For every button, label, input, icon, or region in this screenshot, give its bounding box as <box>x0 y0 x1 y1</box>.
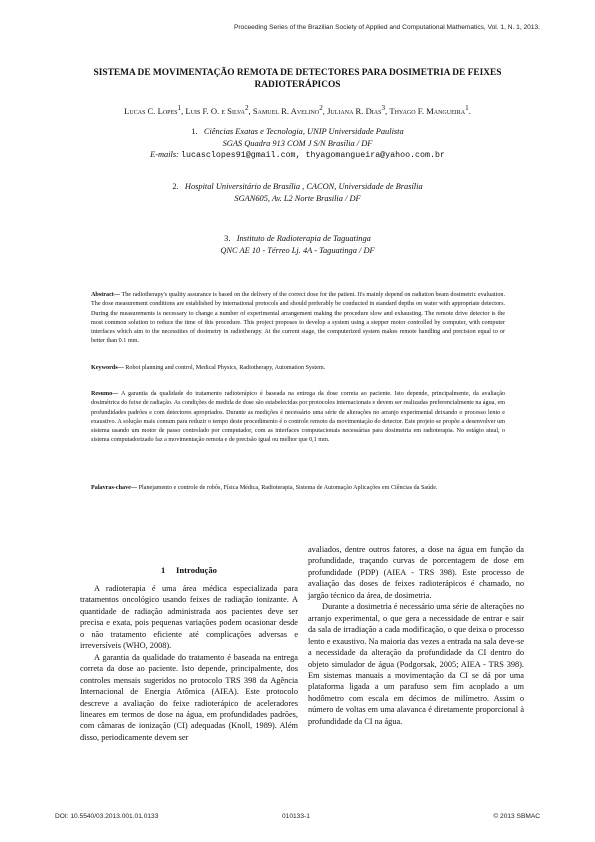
affiliation-1 <box>60 126 535 162</box>
palavras-chave <box>91 484 505 493</box>
author-name: Juliana R. Dias <box>327 105 382 116</box>
paragraph: avaliados, dentre outros fatores, a dose na água em função da profundidade, traçando curvas de porcentagem de dose em profundidade (PDP) (AIEA - TRS 398). Este processo de avaliação das doses de feixes radioterápicos é chamado, no jargão técnico da área, de dosimetria. <box>308 545 524 600</box>
abstract <box>91 291 505 347</box>
title-line-2: RADIOTERÁPICOS <box>254 80 341 90</box>
author-list: Lucas C. Lopes$^1$, Luis F. O. e Silva$^2$, Samuel R. Avelino$^2$, Juliana R. Dias$^3$, Thyago F. Mangueira$^1$. <box>124 104 471 116</box>
footer-doi: DOI: 10.5540/03.2013.001.01.0133 <box>55 813 159 820</box>
author-affiliation-mark: 3 <box>381 104 386 112</box>
abstract-label: Abstract— <box>91 292 120 298</box>
affiliation-number: 2. <box>172 182 179 191</box>
affiliation-address: QNC AE 10 - Térreo Lj. 4A - Taguatinga / DF <box>220 245 375 255</box>
author-affiliation-mark: 2 <box>244 104 249 112</box>
affiliation-address: SGAN605, Av. L2 Norte Brasilia / DF <box>234 193 361 203</box>
affiliation-3 <box>60 233 535 256</box>
title-line-1: SISTEMA DE MOVIMENTAÇÃO REMOTA DE DETECTORES PARA DOSIMETRIA DE FEIXES <box>93 68 502 78</box>
resumo-label: Resumo— <box>91 391 119 397</box>
running-head: Proceeding Series of the Brazilian Society of Applied and Computational Mathematics, Vol. 1, N. 1, 2013. <box>233 24 540 31</box>
author-name: Thyago F. Mangueira <box>389 105 466 116</box>
affiliation-institution: Hospital Universitário de Brasília , CACON, Universidade de Brasília <box>184 182 423 191</box>
footer-copyright: © 2013 SBMAC <box>493 813 540 820</box>
resumo <box>91 390 505 446</box>
footer-page-id: 010133-1 <box>282 813 310 820</box>
abstract-text: The radiotherapy's quality assurance is based on the delivery of the correct dose for the patient. It's mainly depend on radiation beam dosimetric evaluation. The dose measurement conditions are established by international protocols and should preferably be conducted in standard depths on water with appropriate detectors. During the measurements is necessary to change a number of experimental arrangement making the procedure slow and exhausting. The remote drive detector is the most common solution to reduce the time of this procedure. This project proposes to develop a system using a stepper motor controlled by computer, with computer interfaces which aim to the necessities of dosimetry in radiotherapy. At the current stage, the computerized system makes remote handling and precision equal to or better than 0.1 mm. <box>91 292 505 345</box>
affiliation-2 <box>60 181 535 204</box>
right-column <box>308 544 524 727</box>
author-affiliation-mark: 2 <box>319 104 323 112</box>
email-label: E-mails: <box>150 150 179 159</box>
palavras-chave-text: Planejamento e controle de robôs, Física Médica, Radioterapia, Sistema de Automação Aplicações em Ciências da Saúde. <box>138 485 438 491</box>
keywords-label: Keywords— <box>91 365 124 371</box>
author-name: Samuel R. Avelino <box>252 105 320 116</box>
affiliation-institution: Instituto de Radioterapia de Taguatinga <box>236 234 371 243</box>
affiliation-institution: Ciências Exatas e Tecnologia, UNIP Universidade Paulista <box>203 127 404 136</box>
resumo-text: A garantia da qualidade do tratamento radioterápico é baseada na entrega da dose correta ao paciente. Isto depende, principalmente, da avaliação dosimétrica do feixe de radiação. As condições de medida de dose são estabelecidas por protocolos internacionais e devem ser realizadas preferencialmente na água, em profundidades padrões e com detectores apropriados. Durante as medições é necessário uma série de alterações no arranjo experimental deixando o processo lento e exaustivo. A solução mais comum para reduzir o tempo deste procedimento é o controle remoto da movimentação do detector. Este projeto se propõe a desenvolver um sistema usando um motor de passo controlado por computador, com as interfaces computacionais necessárias para dosimetria em radioterapia. No estágio atual, o sistema computadorizado faz a movimentação remota e de precisão igual ou melhor que 0,1 mm. <box>91 391 505 444</box>
email-addresses: lucasclopes91@gmail.com, thyagomangueira@yahoo.com.br <box>181 151 445 160</box>
affiliation-number: 1. <box>191 127 198 136</box>
paragraph: Durante a dosimetria é necessário uma série de alterações no arranjo experimental, o que gera a necessidade de entrar e sair da sala de irradiação a cada modificação, o que deixa o processo lento e exaustivo. Na maioria das vezes a entrada na sala deve-se a necessidade da alteração da profundidade da CI dentro do objeto simulador de água (Podgorsak, 2005; AIEA - TRS 398). Em sistemas manuais a movimentação da CI se dá por uma plataforma ligada a um parafuso sem fim acoplado a um hodômetro com escala em décimos de milímetro. Assim o número de voltas em uma alavanca é diretamente proporcional à profundidade da CI na água. <box>308 602 524 726</box>
author-name: Lucas C. Lopes <box>124 105 178 116</box>
affiliation-address: SGAS Quadra 913 COM J S/N Brasília / DF <box>222 138 373 148</box>
left-column <box>80 583 298 743</box>
author-name: Luis F. O. e Silva <box>185 105 245 116</box>
keywords <box>91 364 505 373</box>
paper-title <box>60 67 535 91</box>
keywords-text: Robot planning and control, Medical Physics, Radiotherapy, Automation System. <box>125 365 326 371</box>
author-affiliation-mark: 1 <box>177 104 182 112</box>
paragraph: A radioterapia é uma área médica especializada para tratamentos oncológico usando feixes de radiação ionizante. A quantidade de radiação administrada aos pacientes deve ser precisa e exata, pois pequenas variações podem ocasionar desde o não tratamento eficiente até complicações adversas e irreversíveis (WHO, 2008). <box>80 584 298 651</box>
section-heading: 1 Introdução <box>161 565 217 575</box>
affiliation-number: 3. <box>224 234 231 243</box>
paragraph: A garantia da qualidade do tratamento é baseada na entrega correta da dose ao paciente. Isto depende, principalmente, dos controles mensais sugeridos no protocolo TRS 398 da Agência Internacional de Energia Atômica (AIEA). Este protocolo descreve a avaliação do feixe radioterápico de aceleradores lineares em termos de dose na água, em profundidades padrões, com câmaras de ionização (CI) adequadas (Knoll, 1989). Além disso, periodicamente devem ser <box>80 652 298 742</box>
palavras-chave-label: Palavras-chave— <box>91 485 138 491</box>
author-affiliation-mark: 1 <box>465 104 469 112</box>
